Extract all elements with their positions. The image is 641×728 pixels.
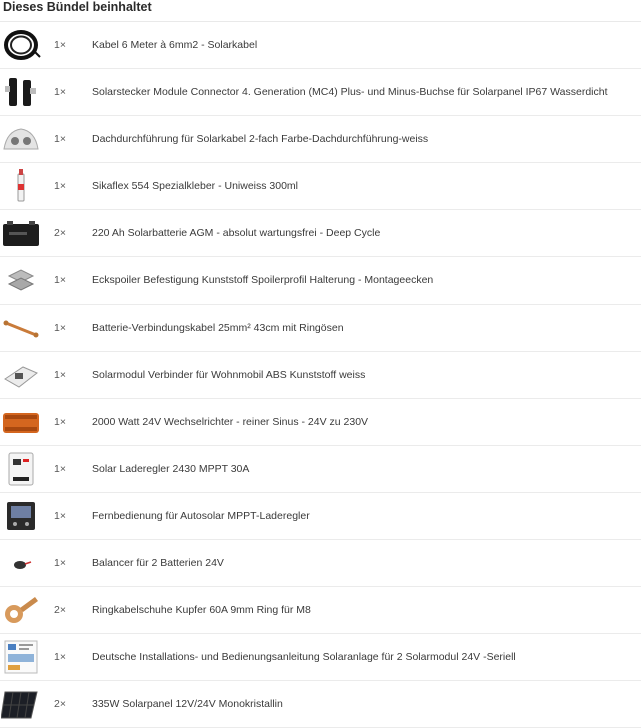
item-name[interactable]: Ringkabelschuhe Kupfer 60A 9mm Ring für M8 [92,604,311,617]
list-item[interactable] [0,116,641,163]
item-quantity: 1× [54,180,66,193]
list-item[interactable] [0,210,641,257]
item-quantity: 2× [54,227,66,240]
item-quantity: 1× [54,133,66,146]
item-name[interactable]: Solar Laderegler 2430 MPPT 30A [92,462,250,475]
list-item[interactable] [0,257,641,304]
list-item[interactable] [0,163,641,210]
list-item[interactable] [0,493,641,540]
ring-terminal-icon [1,592,41,628]
solar-panel-icon [1,686,41,722]
panel-mount-icon [1,357,41,393]
adhesive-tube-icon [1,168,41,204]
list-item[interactable] [0,22,641,69]
roof-gland-icon [1,121,41,157]
item-name[interactable]: Fernbedienung für Autosolar MPPT-Laderegler [92,509,310,522]
list-item[interactable] [0,634,641,681]
item-name[interactable]: Deutsche Installations- und Bedienungsanleitung Solaranlage für 2 Solarmodul 24V -Seriell [92,651,516,664]
list-item[interactable] [0,681,641,728]
list-item[interactable] [0,305,641,352]
bundle-header: Dieses Bündel beinhaltet [0,0,641,22]
item-name[interactable]: Solarstecker Module Connector 4. Generation (MC4) Plus- und Minus-Buchse für Solarpanel IP67 Wasserdicht [92,86,608,99]
item-name[interactable]: Balancer für 2 Batterien 24V [92,557,224,570]
item-quantity: 1× [54,651,66,664]
list-item[interactable] [0,587,641,634]
list-item[interactable] [0,69,641,116]
item-name[interactable]: Sikaflex 554 Spezialkleber - Uniweiss 300ml [92,180,299,193]
corner-bracket-icon [1,262,41,298]
manual-icon [1,639,41,675]
item-quantity: 1× [54,462,66,475]
item-name[interactable]: Eckspoiler Befestigung Kunststoff Spoilerprofil Halterung - Montageecken [92,274,434,287]
list-item[interactable] [0,352,641,399]
item-quantity: 1× [54,509,66,522]
item-quantity: 1× [54,86,66,99]
inverter-icon [1,404,41,440]
item-quantity: 2× [54,698,66,711]
mc4-connector-icon [1,74,41,110]
list-item[interactable] [0,446,641,493]
item-quantity: 1× [54,557,66,570]
battery-icon [1,215,41,251]
item-name[interactable]: Dachdurchführung für Solarkabel 2-fach Farbe-Dachdurchführung-weiss [92,133,429,146]
balancer-icon [1,545,41,581]
battery-cable-icon [1,310,41,346]
bundle-list [0,22,641,728]
item-name[interactable]: Batterie-Verbindungskabel 25mm² 43cm mit Ringösen [92,321,344,334]
item-quantity: 2× [54,604,66,617]
item-name[interactable]: 335W Solarpanel 12V/24V Monokristallin [92,698,283,711]
charge-controller-icon [1,451,41,487]
item-name[interactable]: Solarmodul Verbinder für Wohnmobil ABS Kunststoff weiss [92,368,366,381]
list-item[interactable] [0,399,641,446]
item-quantity: 1× [54,274,66,287]
item-quantity: 1× [54,415,66,428]
list-item[interactable] [0,540,641,587]
item-name[interactable]: Kabel 6 Meter à 6mm2 - Solarkabel [92,39,258,51]
item-name[interactable]: 220 Ah Solarbatterie AGM - absolut wartungsfrei - Deep Cycle [92,227,381,240]
item-quantity: 1× [54,321,66,334]
item-name[interactable]: 2000 Watt 24V Wechselrichter - reiner Sinus - 24V zu 230V [92,415,369,428]
item-quantity: 1× [54,39,66,51]
cable-coil-icon [1,27,41,63]
item-quantity: 1× [54,368,66,381]
remote-display-icon [1,498,41,534]
